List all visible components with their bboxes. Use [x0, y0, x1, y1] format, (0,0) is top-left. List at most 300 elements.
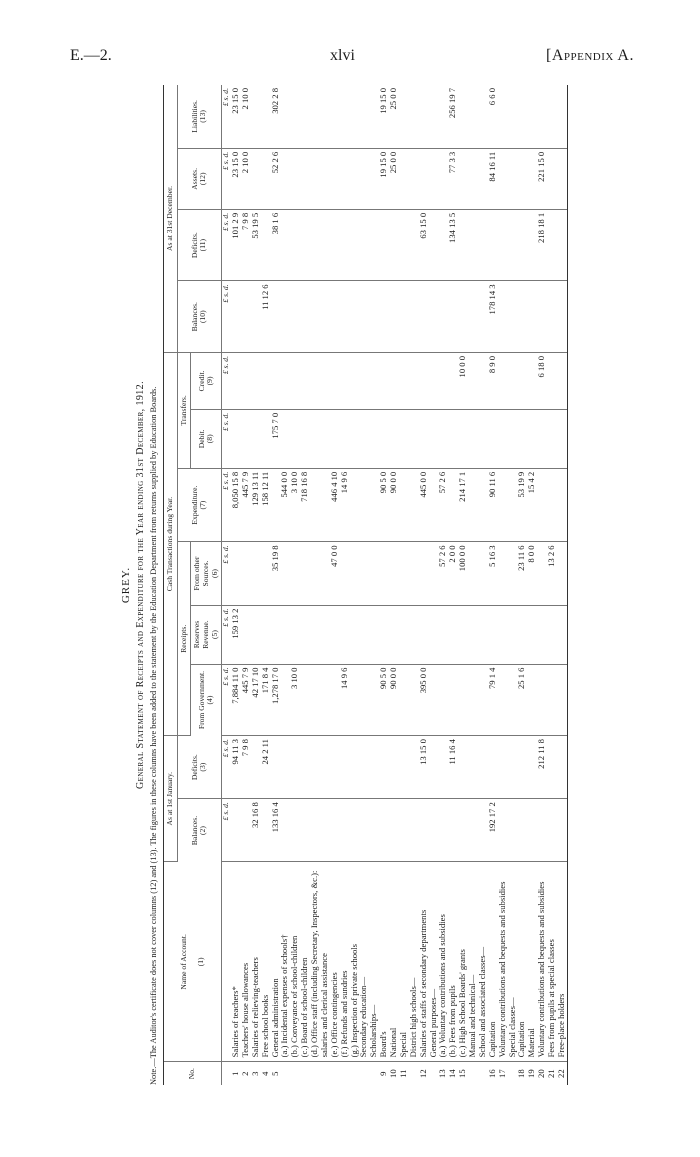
- amount-c9: [468, 352, 478, 409]
- amount-c10: [310, 281, 330, 353]
- amount-c7: [498, 468, 508, 542]
- amount-c12: 19 15 0: [379, 148, 389, 209]
- amount-c2: [498, 799, 508, 862]
- amount-c9: [419, 352, 429, 409]
- amount-c12: [557, 148, 567, 209]
- col-name: Name of Account. (1): [163, 862, 222, 1062]
- amount-c12: [350, 148, 360, 209]
- amount-c6: [379, 542, 389, 605]
- amount-c11: [359, 209, 369, 281]
- table-row: [350, 85, 360, 1085]
- amount-c8: [280, 409, 290, 468]
- amount-c3: [478, 736, 488, 799]
- amount-c5: [310, 605, 330, 664]
- amount-c2: [429, 799, 439, 862]
- row-number: 21: [546, 1069, 557, 1078]
- amount-c10: [379, 281, 389, 353]
- amount-c8: [409, 409, 419, 468]
- amount-c13: [330, 85, 340, 148]
- row-number: 13: [437, 1069, 448, 1078]
- amount-c5: [537, 605, 547, 664]
- amount-c9: [369, 352, 379, 409]
- amount-c12: [498, 148, 508, 209]
- amount-c13: 25 0 0: [389, 85, 399, 148]
- account-name: National: [389, 862, 399, 1062]
- amount-c3: [379, 736, 389, 799]
- amount-c2: [458, 799, 468, 862]
- amount-c12: 23 15 0: [231, 148, 241, 209]
- amount-c9: [517, 352, 527, 409]
- amount-c3: 24 2 11: [261, 736, 271, 799]
- amount-c8: [399, 409, 409, 468]
- amount-c3: [359, 736, 369, 799]
- account-name: General purposes—: [429, 862, 439, 1062]
- amount-c2: [409, 799, 419, 862]
- amount-c6: [290, 542, 300, 605]
- amount-c2: [231, 799, 241, 862]
- amount-c11: [508, 209, 518, 281]
- amount-c7: 90 5 0: [379, 468, 389, 542]
- amount-c4: [527, 664, 537, 736]
- amount-c10: [330, 281, 340, 353]
- account-name: Capitation: [488, 862, 498, 1062]
- amount-c9: [300, 352, 310, 409]
- group-transfers: Transfers.: [177, 352, 191, 468]
- amount-c10: [290, 281, 300, 353]
- account-name: Salaries of staffs of secondary departments: [419, 862, 429, 1062]
- row-number: [330, 1062, 340, 1085]
- account-name: Salaries of relieving-teachers: [251, 862, 261, 1062]
- table-row: [359, 85, 369, 1085]
- amount-c8: [498, 409, 508, 468]
- account-name: Free-place holders: [557, 862, 567, 1062]
- amount-c2: [438, 799, 448, 862]
- amount-c11: [379, 209, 389, 281]
- amount-c7: 445 7 9: [241, 468, 251, 542]
- amount-c2: [290, 799, 300, 862]
- amount-c13: [350, 85, 360, 148]
- amount-c3: [271, 736, 281, 799]
- amount-c10: [350, 281, 360, 353]
- amount-c10: [389, 281, 399, 353]
- amount-c13: [468, 85, 478, 148]
- amount-c7: 446 4 10: [330, 468, 340, 542]
- amount-c13: 19 15 0: [379, 85, 389, 148]
- amount-c10: [527, 281, 537, 353]
- amount-c3: [429, 736, 439, 799]
- amount-c12: [517, 148, 527, 209]
- amount-c7: 8,050 15 8: [231, 468, 241, 542]
- amount-c3: [488, 736, 498, 799]
- amount-c10: [537, 281, 547, 353]
- board-title: GREY.: [120, 566, 132, 604]
- amount-c12: [458, 148, 468, 209]
- amount-c10: [547, 281, 557, 353]
- table-row: [310, 85, 330, 1085]
- amount-c9: [330, 352, 340, 409]
- amount-c7: 214 17 1: [458, 468, 468, 542]
- amount-c7: [547, 468, 557, 542]
- row-number: 10: [388, 1069, 399, 1078]
- amount-c2: 192 17 2: [488, 799, 498, 862]
- amount-c11: 218 18 1: [537, 209, 547, 281]
- table-row: [290, 85, 300, 1085]
- account-name: (b.) Conveyance of school-children: [290, 862, 300, 1062]
- amount-c10: [458, 281, 468, 353]
- amount-c13: [409, 85, 419, 148]
- amount-c8: [389, 409, 399, 468]
- amount-c3: [498, 736, 508, 799]
- amount-c4: 395 0 0: [419, 664, 429, 736]
- amount-c6: [419, 542, 429, 605]
- amount-c2: [340, 799, 350, 862]
- amount-c5: [409, 605, 419, 664]
- amount-c4: [310, 664, 330, 736]
- amount-c11: [498, 209, 508, 281]
- amount-c4: 3 10 0: [290, 664, 300, 736]
- amount-c6: 35 19 8: [271, 542, 281, 605]
- amount-c8: [369, 409, 379, 468]
- amount-c10: [399, 281, 409, 353]
- row-number: 1: [230, 1071, 241, 1076]
- amount-c2: [508, 799, 518, 862]
- amount-c11: [290, 209, 300, 281]
- amount-c12: [547, 148, 557, 209]
- amount-c9: [409, 352, 419, 409]
- amount-c6: [389, 542, 399, 605]
- amount-c8: [330, 409, 340, 468]
- amount-c9: 10 0 0: [458, 352, 468, 409]
- amount-c9: [557, 352, 567, 409]
- amount-c12: [468, 148, 478, 209]
- amount-c9: 8 9 0: [488, 352, 498, 409]
- amount-c8: [310, 409, 330, 468]
- amount-c10: [369, 281, 379, 353]
- amount-c4: 171 8 4: [261, 664, 271, 736]
- account-name: (f.) Refunds and sundries: [340, 862, 350, 1062]
- amount-c8: [478, 409, 488, 468]
- amount-c9: [340, 352, 350, 409]
- amount-c11: [280, 209, 290, 281]
- row-number: [468, 1062, 478, 1085]
- amount-c6: [557, 542, 567, 605]
- amount-c11: [330, 209, 340, 281]
- amount-c11: [468, 209, 478, 281]
- amount-c9: [350, 352, 360, 409]
- amount-c12: [409, 148, 419, 209]
- amount-c7: [350, 468, 360, 542]
- amount-c3: [547, 736, 557, 799]
- amount-c8: [251, 409, 261, 468]
- amount-c8: [458, 409, 468, 468]
- amount-c4: [438, 664, 448, 736]
- amount-c11: [399, 209, 409, 281]
- col-from-gov: From Government. (4): [191, 664, 222, 736]
- amount-c11: [340, 209, 350, 281]
- amount-c8: [517, 409, 527, 468]
- amount-c6: [280, 542, 290, 605]
- amount-c8: [537, 409, 547, 468]
- group-dec: As at 31st December.: [163, 85, 177, 352]
- amount-c9: [241, 352, 251, 409]
- amount-c5: [448, 605, 458, 664]
- amount-c5: [379, 605, 389, 664]
- amount-c9: [359, 352, 369, 409]
- amount-c6: 13 2 6: [547, 542, 557, 605]
- amount-c2: [527, 799, 537, 862]
- amount-c4: [557, 664, 567, 736]
- table-row: [508, 85, 518, 1085]
- account-name: Material: [527, 862, 537, 1062]
- col-debit: Debit. (8): [191, 409, 222, 468]
- amount-c12: 77 3 3: [448, 148, 458, 209]
- group-cash: Cash Transactions during Year.: [163, 352, 177, 735]
- amount-c8: [419, 409, 429, 468]
- amount-c2: [448, 799, 458, 862]
- amount-c12: [429, 148, 439, 209]
- amount-c4: 25 1 6: [517, 664, 527, 736]
- amount-c13: [429, 85, 439, 148]
- amount-c5: [241, 605, 251, 664]
- account-name: (d.) Office staff (including Secretary, Inspectors, &c.): salaries and clerical assistance: [310, 862, 330, 1062]
- amount-c4: [547, 664, 557, 736]
- page-header: [0, 47, 700, 71]
- amount-c10: [438, 281, 448, 353]
- amount-c6: [399, 542, 409, 605]
- amount-c4: 1,278 17 0: [271, 664, 281, 736]
- col-assets: Assets. (12): [177, 148, 222, 209]
- amount-c3: [389, 736, 399, 799]
- amount-c10: 11 12 6: [261, 281, 271, 353]
- amount-c4: 7,884 11 0: [231, 664, 241, 736]
- group-jan: As at 1st January.: [163, 736, 177, 862]
- amount-c7: 445 0 0: [419, 468, 429, 542]
- amount-c4: [498, 664, 508, 736]
- row-number: 15: [457, 1069, 468, 1078]
- amount-c13: [458, 85, 468, 148]
- amount-c6: [340, 542, 350, 605]
- amount-c6: 5 16 3: [488, 542, 498, 605]
- amount-c2: [350, 799, 360, 862]
- amount-c13: [251, 85, 261, 148]
- amount-c7: 718 16 8: [300, 468, 310, 542]
- col-reserves: Reserves Revenue. (5): [191, 605, 222, 664]
- page-number: xlvi: [330, 47, 355, 64]
- amount-c3: [330, 736, 340, 799]
- table-row: [419, 85, 429, 1085]
- amount-c4: 14 9 6: [340, 664, 350, 736]
- amount-c7: [310, 468, 330, 542]
- amount-c9: [271, 352, 281, 409]
- amount-c5: [527, 605, 537, 664]
- amount-c12: 25 0 0: [389, 148, 399, 209]
- amount-c6: [231, 542, 241, 605]
- col-no: No.: [163, 1062, 222, 1085]
- amount-c7: 57 2 6: [438, 468, 448, 542]
- amount-c11: [557, 209, 567, 281]
- amount-c11: [350, 209, 360, 281]
- amount-c4: [458, 664, 468, 736]
- amount-c12: 84 16 11: [488, 148, 498, 209]
- amount-c13: 23 15 0: [231, 85, 241, 148]
- amount-c6: 47 0 0: [330, 542, 340, 605]
- amount-c9: [389, 352, 399, 409]
- amount-c2: [359, 799, 369, 862]
- amount-c10: [429, 281, 439, 353]
- table-row: [399, 85, 409, 1085]
- row-number: [310, 1062, 330, 1085]
- amount-c5: [498, 605, 508, 664]
- amount-c6: [409, 542, 419, 605]
- amount-c9: [310, 352, 330, 409]
- row-number: [300, 1062, 310, 1085]
- amount-c13: [537, 85, 547, 148]
- amount-c13: [557, 85, 567, 148]
- amount-c10: 178 14 3: [488, 281, 498, 353]
- amount-c4: [300, 664, 310, 736]
- account-name: Manual and technical—: [468, 862, 478, 1062]
- amount-c11: [369, 209, 379, 281]
- row-number: [280, 1062, 290, 1085]
- amount-c6: 100 0 0: [458, 542, 468, 605]
- account-name: Free school books: [261, 862, 271, 1062]
- amount-c8: [350, 409, 360, 468]
- amount-c2: 133 16 4: [271, 799, 281, 862]
- amount-c9: [231, 352, 241, 409]
- col-other: From other Sources. (6): [191, 542, 222, 605]
- table-row: [468, 85, 478, 1085]
- amount-c3: 212 11 8: [537, 736, 547, 799]
- statement-table: [163, 85, 568, 1085]
- account-name: Special classes—: [508, 862, 518, 1062]
- amount-c6: [498, 542, 508, 605]
- amount-c10: [340, 281, 350, 353]
- amount-c6: [300, 542, 310, 605]
- page-ref: E.—2.: [70, 47, 112, 64]
- amount-c8: [508, 409, 518, 468]
- table-row: [557, 85, 567, 1085]
- statement-title: General Statement of Receipts and Expenditure for the Year ending 31st December, 1912.: [134, 381, 146, 789]
- amount-c3: [350, 736, 360, 799]
- amount-c11: 101 2 9: [231, 209, 241, 281]
- amount-c5: 159 13 2: [231, 605, 241, 664]
- row-number: 4: [259, 1071, 270, 1076]
- amount-c5: [251, 605, 261, 664]
- amount-c8: [438, 409, 448, 468]
- row-number: 17: [496, 1069, 507, 1078]
- amount-c8: [241, 409, 251, 468]
- amount-c11: [389, 209, 399, 281]
- amount-c7: 53 19 9: [517, 468, 527, 542]
- table-row: [369, 85, 379, 1085]
- amount-c8: [379, 409, 389, 468]
- row-number: 12: [417, 1069, 428, 1078]
- amount-c8: [527, 409, 537, 468]
- account-name: Special: [399, 862, 409, 1062]
- amount-c2: [537, 799, 547, 862]
- amount-c11: 7 9 8: [241, 209, 251, 281]
- amount-c5: [290, 605, 300, 664]
- account-name: Voluntary contributions and bequests and subsidies: [537, 862, 547, 1062]
- table-row: [537, 85, 547, 1085]
- account-name: (a.) Incidental expenses of schools†: [280, 862, 290, 1062]
- amount-c12: 2 10 0: [241, 148, 251, 209]
- row-number: 14: [447, 1069, 458, 1078]
- group-receipts: Receipts.: [177, 542, 191, 736]
- amount-c13: [419, 85, 429, 148]
- amount-c5: [547, 605, 557, 664]
- amount-c13: 302 2 8: [271, 85, 281, 148]
- amount-c2: [547, 799, 557, 862]
- amount-c5: [508, 605, 518, 664]
- amount-c11: 63 15 0: [419, 209, 429, 281]
- col-balances2: Balances. (10): [177, 281, 222, 353]
- amount-c9: 6 18 0: [537, 352, 547, 409]
- amount-c2: [389, 799, 399, 862]
- account-name: Salaries of teachers*: [231, 862, 241, 1062]
- row-number: [359, 1062, 369, 1085]
- amount-c7: 544 0 0: [280, 468, 290, 542]
- amount-c12: [340, 148, 350, 209]
- amount-c13: [399, 85, 409, 148]
- amount-c6: [359, 542, 369, 605]
- amount-c3: [517, 736, 527, 799]
- row-number: 5: [269, 1071, 280, 1076]
- amount-c12: [280, 148, 290, 209]
- amount-c4: 90 0 0: [389, 664, 399, 736]
- account-name: (c.) Board of school-children: [300, 862, 310, 1062]
- table-row: [517, 85, 527, 1085]
- amount-c8: [340, 409, 350, 468]
- amount-c11: 38 1 6: [271, 209, 281, 281]
- amount-c3: 94 11 3: [231, 736, 241, 799]
- amount-c3: [458, 736, 468, 799]
- amount-c9: [399, 352, 409, 409]
- amount-c7: [557, 468, 567, 542]
- amount-c2: [557, 799, 567, 862]
- amount-c4: 90 5 0: [379, 664, 389, 736]
- account-name: (a.) Voluntary contributions and subsidies: [438, 862, 448, 1062]
- account-name: General administration: [271, 862, 281, 1062]
- amount-c12: [330, 148, 340, 209]
- account-name: Secondary education—: [359, 862, 369, 1062]
- amount-c2: [280, 799, 290, 862]
- amount-c7: 14 9 6: [340, 468, 350, 542]
- amount-c9: [508, 352, 518, 409]
- auditor-note: Note.—The Auditor's certificate does not cover columns (12) and (13). The figures in these columns have been added to the statement by the Education Department from returns supplied by Education Boards.: [149, 386, 159, 1085]
- amount-c6: [310, 542, 330, 605]
- amount-c5: [399, 605, 409, 664]
- amount-c5: [517, 605, 527, 664]
- amount-c8: [547, 409, 557, 468]
- amount-c10: [498, 281, 508, 353]
- row-number: [290, 1062, 300, 1085]
- table-row: [251, 85, 261, 1085]
- amount-c9: [498, 352, 508, 409]
- amount-c8: [359, 409, 369, 468]
- col-deficits: Deficits. (3): [177, 736, 222, 799]
- amount-c3: 11 16 4: [448, 736, 458, 799]
- amount-c5: [359, 605, 369, 664]
- amount-c13: [508, 85, 518, 148]
- amount-c6: [369, 542, 379, 605]
- account-name: (b.) Fees from pupils: [448, 862, 458, 1062]
- amount-c2: [468, 799, 478, 862]
- amount-c5: [478, 605, 488, 664]
- amount-c4: [429, 664, 439, 736]
- appendix-label: [Appendix A.: [545, 47, 634, 64]
- amount-c10: [231, 281, 241, 353]
